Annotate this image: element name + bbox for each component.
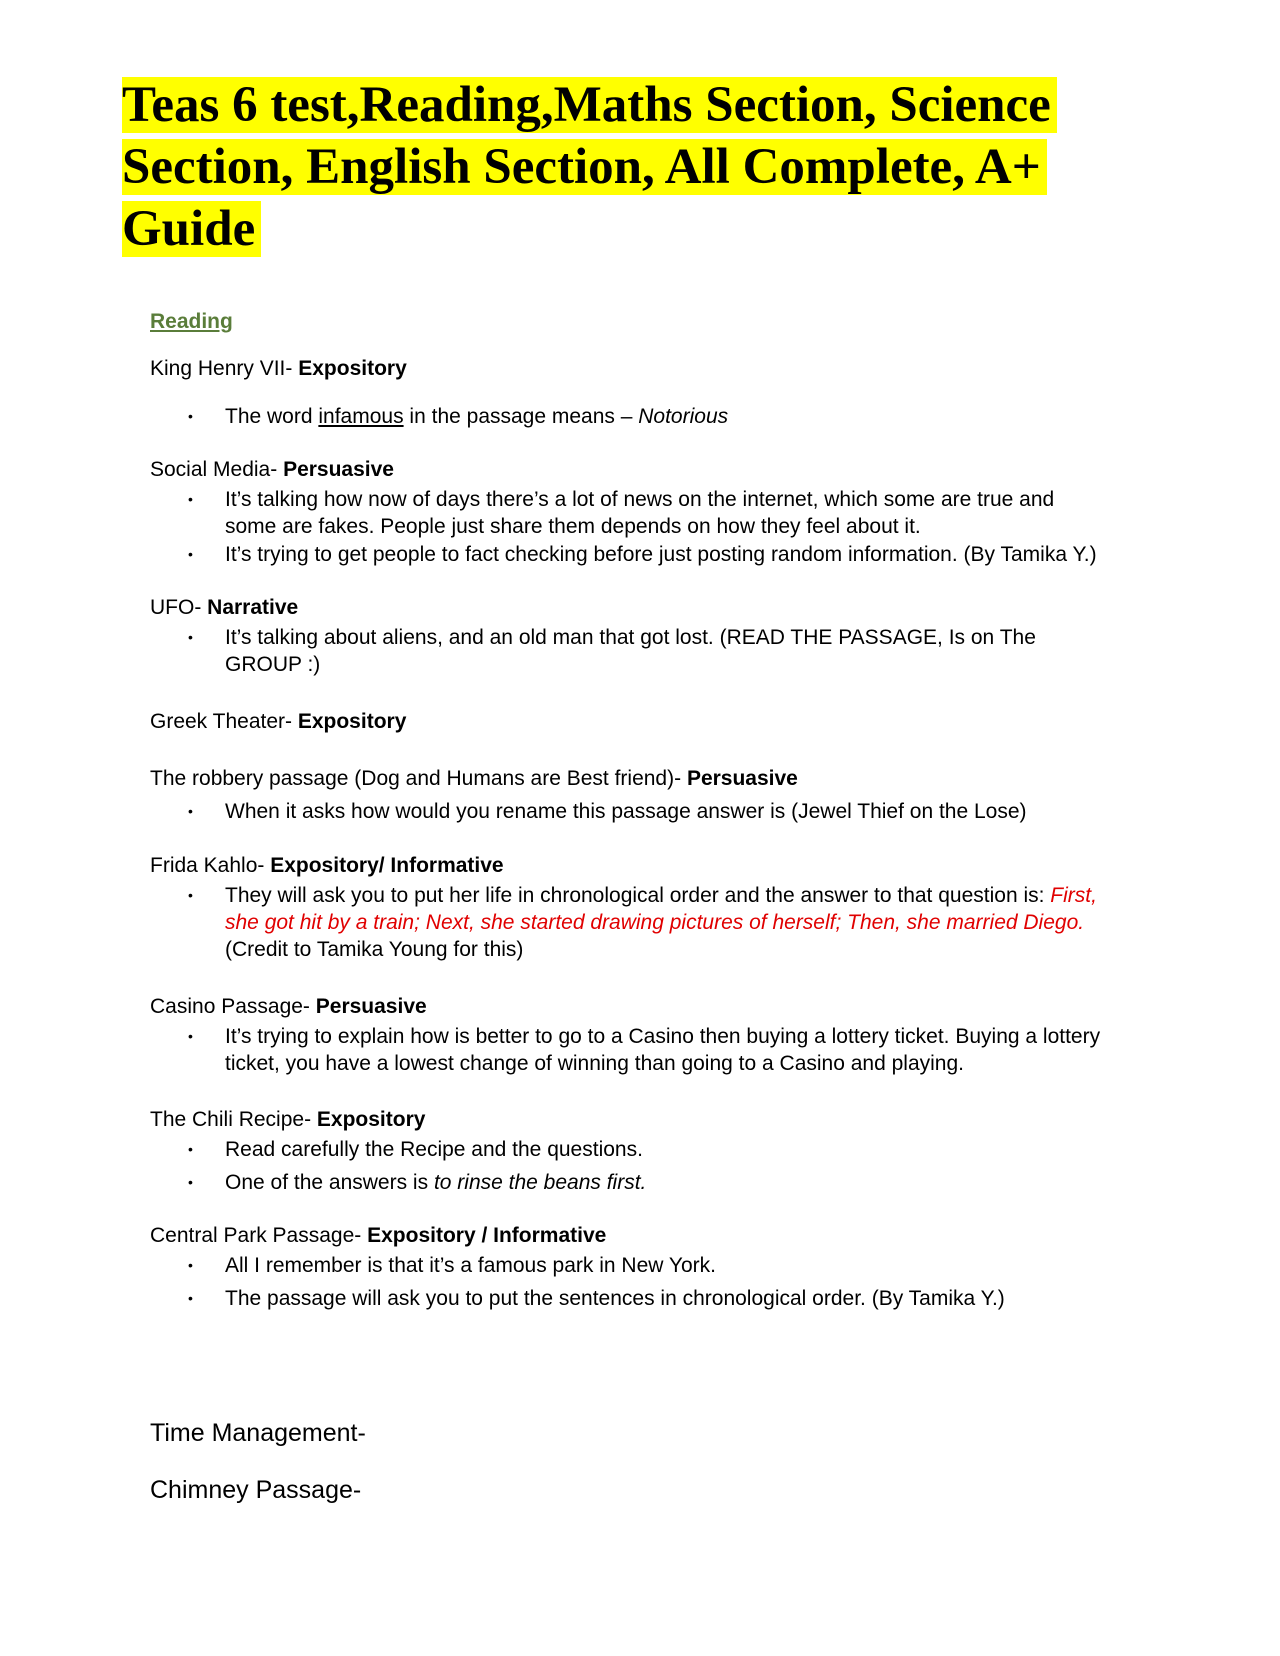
passage-robbery: The robbery passage (Dog and Humans are Best friend)- Persuasive xyxy=(150,767,798,790)
passage-chili-recipe: The Chili Recipe- Expository xyxy=(150,1108,426,1131)
chimney-passage-heading: Chimney Passage- xyxy=(150,1476,362,1504)
passage-king-henry: King Henry VII- Expository xyxy=(150,357,407,380)
document-title: Teas 6 test,Reading,Maths Section, Science Section, English Section, All Complete, A+ Guide xyxy=(122,74,1132,260)
passage-central-park: Central Park Passage- Expository / Informative xyxy=(150,1224,607,1247)
passage-casino: Casino Passage- Persuasive xyxy=(150,995,427,1018)
passage-ufo: UFO- Narrative xyxy=(150,596,299,619)
passage-frida-kahlo: Frida Kahlo- Expository/ Informative xyxy=(150,854,504,877)
passage-greek-theater: Greek Theater- Expository xyxy=(150,710,407,733)
passage-social-media: Social Media- Persuasive xyxy=(150,458,394,481)
section-heading-reading: Reading xyxy=(150,310,233,333)
time-management-heading: Time Management- xyxy=(150,1419,366,1447)
